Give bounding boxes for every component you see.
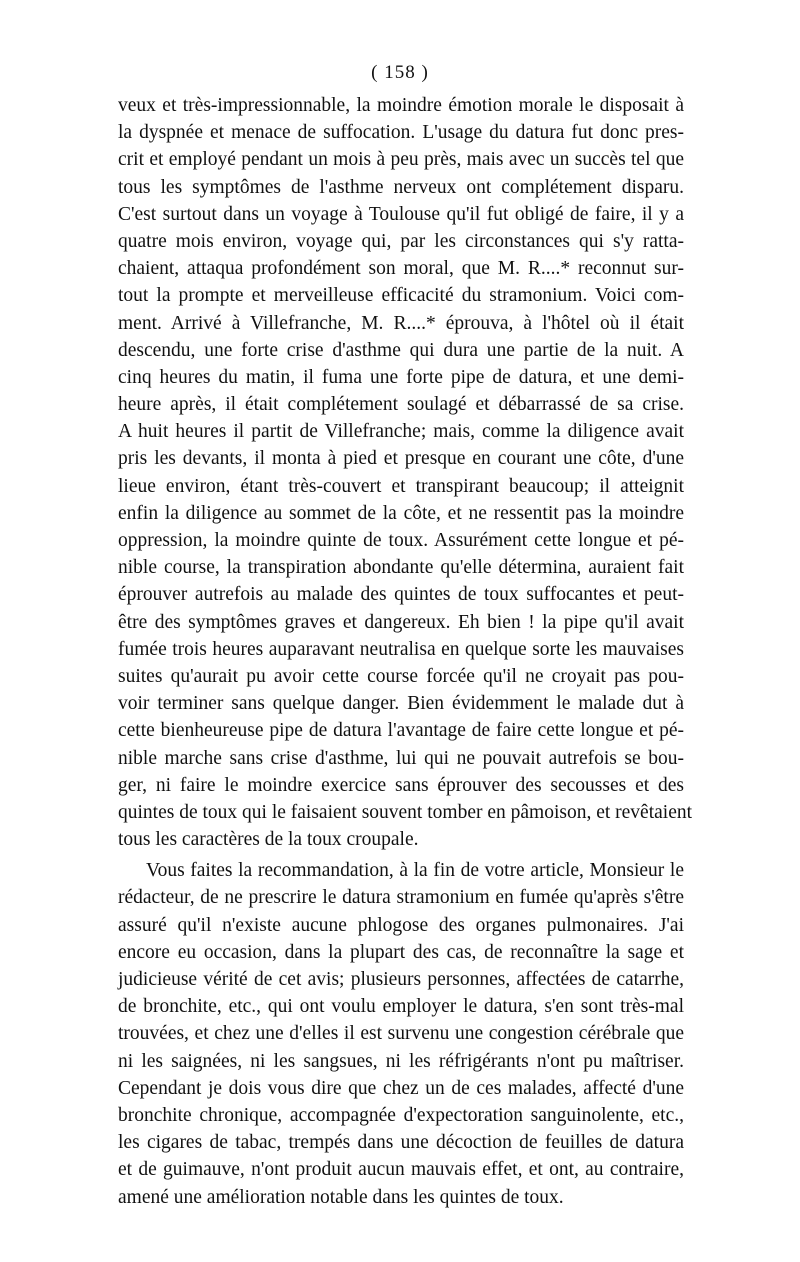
text-line: enfin la diligence au sommet de la côte, et ne ressentit pas la moindre	[118, 502, 684, 524]
text-line: oppression, la moindre quinte de toux. Assurément cette longue et pé-	[118, 530, 684, 551]
text-line: amené une amélioration notable dans les quintes de toux.	[118, 1186, 564, 1208]
text-line: lieue environ, étant très-couvert et transpirant beaucoup; il atteignit	[118, 475, 684, 497]
text-line: judicieuse vérité de cet avis; plusieurs personnes, affectées de catarrhe,	[118, 969, 684, 990]
text-line: tous les caractères de la toux croupale.	[118, 829, 419, 851]
text-line: C'est surtout dans un voyage à Toulouse qu'il fut obligé de faire, il y a	[118, 203, 684, 225]
page-number: ( 158 )	[371, 62, 429, 83]
text-line: bronchite chronique, accompagnée d'expectoration sanguinolente, etc.,	[118, 1104, 684, 1126]
text-line: encore eu occasion, dans la plupart des cas, de reconnaître la sage et	[118, 941, 684, 963]
paragraph-2	[118, 857, 684, 1210]
text-line: quintes de toux qui le faisaient souvent tomber en pâmoison, et revêtaient	[118, 801, 693, 823]
text-line: quatre mois environ, voyage qui, par les circonstances qui s'y ratta-	[118, 230, 684, 252]
text-line: A huit heures il partit de Villefranche; mais, comme la diligence avait	[118, 421, 684, 443]
text-line: Vous faites la recommandation, à la fin de votre article, Monsieur le	[146, 860, 684, 882]
text-line: descendu, une forte crise d'asthme qui dura une partie de la nuit. A	[118, 339, 684, 361]
text-line: les cigares de tabac, trempés dans une décoction de feuilles de datura	[118, 1132, 684, 1154]
text-line: éprouver autrefois au malade des quintes de toux suffocantes et peut-	[118, 584, 684, 606]
text-line: être des symptômes graves et dangereux. Eh bien ! la pipe qu'il avait	[118, 611, 684, 633]
text-line: la dyspnée et menace de suffocation. L'usage du datura fut donc pres-	[118, 122, 684, 144]
text-line: fumée trois heures auparavant neutralisa en quelque sorte les mauvaises	[118, 638, 684, 660]
paragraph-1	[118, 92, 693, 853]
text-line: pris les devants, il monta à pied et presque en courant une côte, d'une	[118, 448, 684, 470]
text-line: suites qu'aurait pu avoir cette course forcée qu'il ne croyait pas pou-	[118, 665, 684, 687]
text-line: Cependant je dois vous dire que chez un de ces malades, affecté d'une	[118, 1077, 684, 1099]
text-line: assuré qu'il n'existe aucune phlogose des organes pulmonaires. J'ai	[118, 914, 684, 936]
text-line: tous les symptômes de l'asthme nerveux ont complétement disparu.	[118, 176, 684, 198]
text-line: ger, ni faire le moindre exercice sans éprouver des secousses et des	[118, 774, 684, 796]
text-line: rédacteur, de ne prescrire le datura stramonium en fumée qu'après s'être	[118, 887, 684, 909]
text-line: cette bienheureuse pipe de datura l'avantage de faire cette longue et pé-	[118, 720, 684, 742]
text-line: de bronchite, etc., qui ont voulu employer le datura, s'en sont très-mal	[118, 996, 684, 1018]
text-line: cinq heures du matin, il fuma une forte pipe de datura, et une demi-	[118, 366, 684, 388]
text-line: nible course, la transpiration abondante qu'elle détermina, auraient fait	[118, 557, 684, 579]
text-line: heure après, il était complétement soulagé et débarrassé de sa crise.	[118, 394, 684, 416]
text-line: trouvées, et chez une d'elles il est survenu une congestion cérébrale que	[118, 1023, 684, 1045]
text-line: chaient, attaqua profondément son moral, que M. R....* reconnut sur-	[118, 258, 684, 280]
text-line: voir terminer sans quelque danger. Bien évidemment le malade dut à	[118, 693, 684, 715]
text-line: tout la prompte et merveilleuse efficacité du stramonium. Voici com-	[118, 285, 684, 307]
text-line: crit et employé pendant un mois à peu près, mais avec un succès tel que	[118, 149, 684, 171]
text-line: ni les saignées, ni les sangsues, ni les réfrigérants n'ont pu maîtriser.	[118, 1050, 684, 1072]
text-line: veux et très-impressionnable, la moindre émotion morale le disposait à	[118, 95, 684, 116]
text-line: nible marche sans crise d'asthme, lui qui ne pouvait autrefois se bou-	[118, 747, 684, 769]
text-line: ment. Arrivé à Villefranche, M. R....* éprouva, à l'hôtel où il était	[118, 312, 684, 334]
body-text	[118, 92, 693, 1211]
text-line: et de guimauve, n'ont produit aucun mauvais effet, et ont, au contraire,	[118, 1159, 684, 1181]
